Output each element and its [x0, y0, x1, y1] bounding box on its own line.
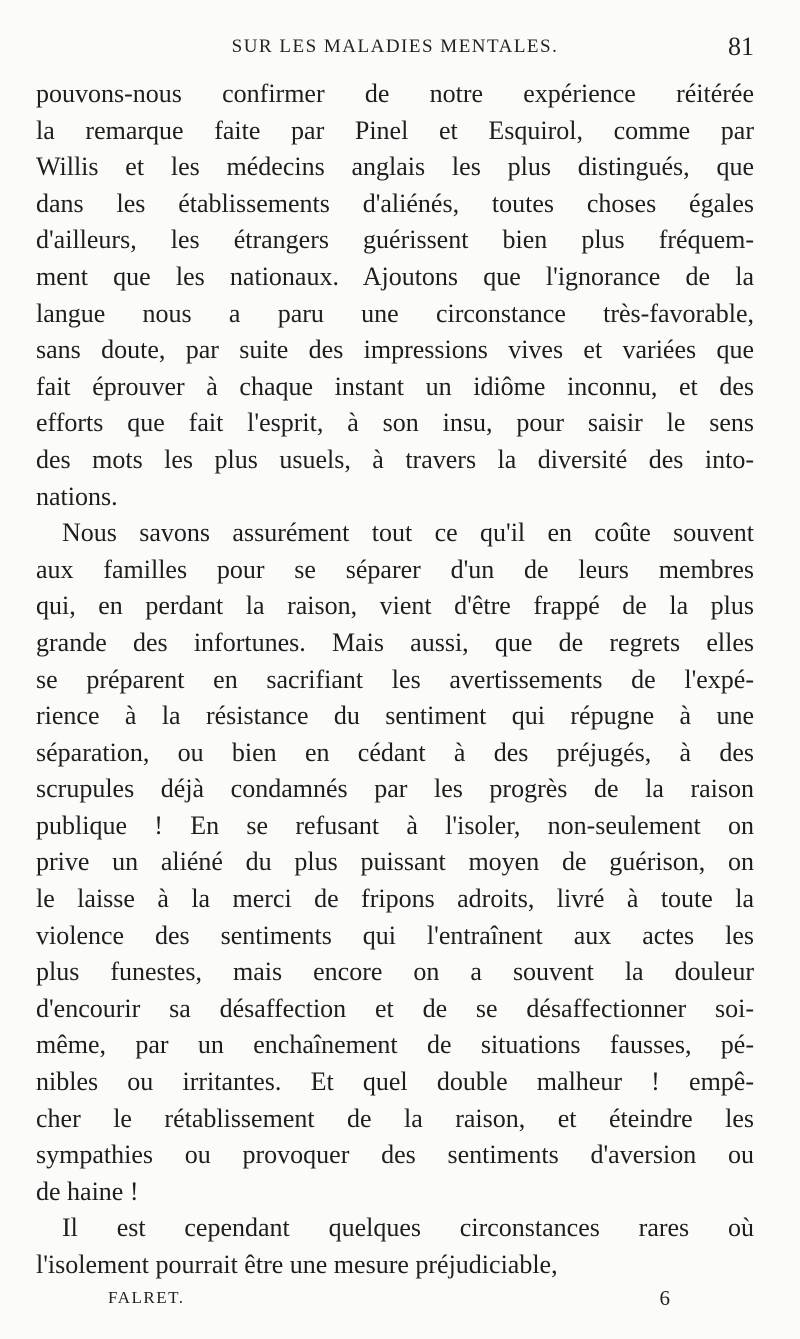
text-line: Willis et les médecins anglais les plus distingués, que: [36, 152, 754, 182]
text-line: publique ! En se refusant à l'isoler, non-seulement on: [36, 810, 754, 840]
paragraph: [36, 1210, 754, 1283]
text-line: grande des infortunes. Mais aussi, que de regrets elles: [36, 627, 754, 657]
text-line: sympathies ou provoquer des sentiments d'aversion ou: [36, 1140, 754, 1170]
text-line: langue nous a paru une circonstance très-favorable,: [36, 298, 754, 328]
text-line: la remarque faite par Pinel et Esquirol, comme par: [36, 115, 754, 145]
text-line: prive un aliéné du plus puissant moyen de guérison, on: [36, 847, 754, 877]
text-line: se préparent en sacrifiant les avertissements de l'expé-: [36, 664, 754, 694]
text-line: séparation, ou bien en cédant à des préjugés, à des: [36, 737, 754, 767]
page-footer: [36, 1288, 754, 1318]
text-line: cher le rétablissement de la raison, et éteindre les: [36, 1103, 754, 1133]
text-line: Nous savons assurément tout ce qu'il en coûte souvent: [62, 518, 754, 548]
text-line: violence des sentiments qui l'entraînent aux actes les: [36, 920, 754, 950]
paragraph: [36, 515, 754, 1210]
text-line: des mots les plus usuels, à travers la diversité des into-: [36, 444, 754, 474]
text-line: sans doute, par suite des impressions vives et variées que: [36, 335, 754, 365]
printer-signature: FALRET.: [108, 1288, 185, 1307]
page-header: [36, 34, 754, 68]
text-line: même, par un enchaînement de situations fausses, pé-: [36, 1030, 754, 1060]
text-line: dans les établissements d'aliénés, toutes choses égales: [36, 188, 754, 218]
text-line: fait éprouver à chaque instant un idiôme inconnu, et des: [36, 371, 754, 401]
text-line: plus funestes, mais encore on a souvent la douleur: [36, 957, 754, 987]
text-line: de haine !: [36, 1176, 139, 1206]
text-line: aux familles pour se séparer d'un de leurs membres: [36, 554, 754, 584]
page-number: 81: [728, 32, 754, 61]
text-line: rience à la résistance du sentiment qui répugne à une: [36, 701, 754, 731]
text-line: qui, en perdant la raison, vient d'être frappé de la plus: [36, 591, 754, 621]
text-line: l'isolement pourrait être une mesure préjudiciable,: [36, 1250, 558, 1279]
running-title: SUR LES MALADIES MENTALES.: [231, 36, 559, 57]
text-line: d'ailleurs, les étrangers guérissent bien plus fréquem-: [36, 225, 754, 255]
text-line: ment que les nationaux. Ajoutons que l'ignorance de la: [36, 261, 754, 291]
text-line: pouvons-nous confirmer de notre expérience réitérée: [36, 79, 754, 108]
paragraph: [36, 76, 754, 515]
text-line: nations.: [36, 481, 118, 511]
text-line: nibles ou irritantes. Et quel double malheur ! empê-: [36, 1067, 754, 1097]
text-line: scrupules déjà condamnés par les progrès de la raison: [36, 774, 754, 804]
text-line: le laisse à la merci de fripons adroits, livré à toute la: [36, 884, 754, 914]
body-text: [36, 76, 754, 1284]
text-line: Il est cependant quelques circonstances rares où: [62, 1213, 754, 1243]
text-line: efforts que fait l'esprit, à son insu, pour saisir le sens: [36, 408, 754, 438]
text-line: d'encourir sa désaffection et de se désaffectionner soi-: [36, 993, 754, 1023]
sheet-number: 6: [659, 1286, 670, 1310]
